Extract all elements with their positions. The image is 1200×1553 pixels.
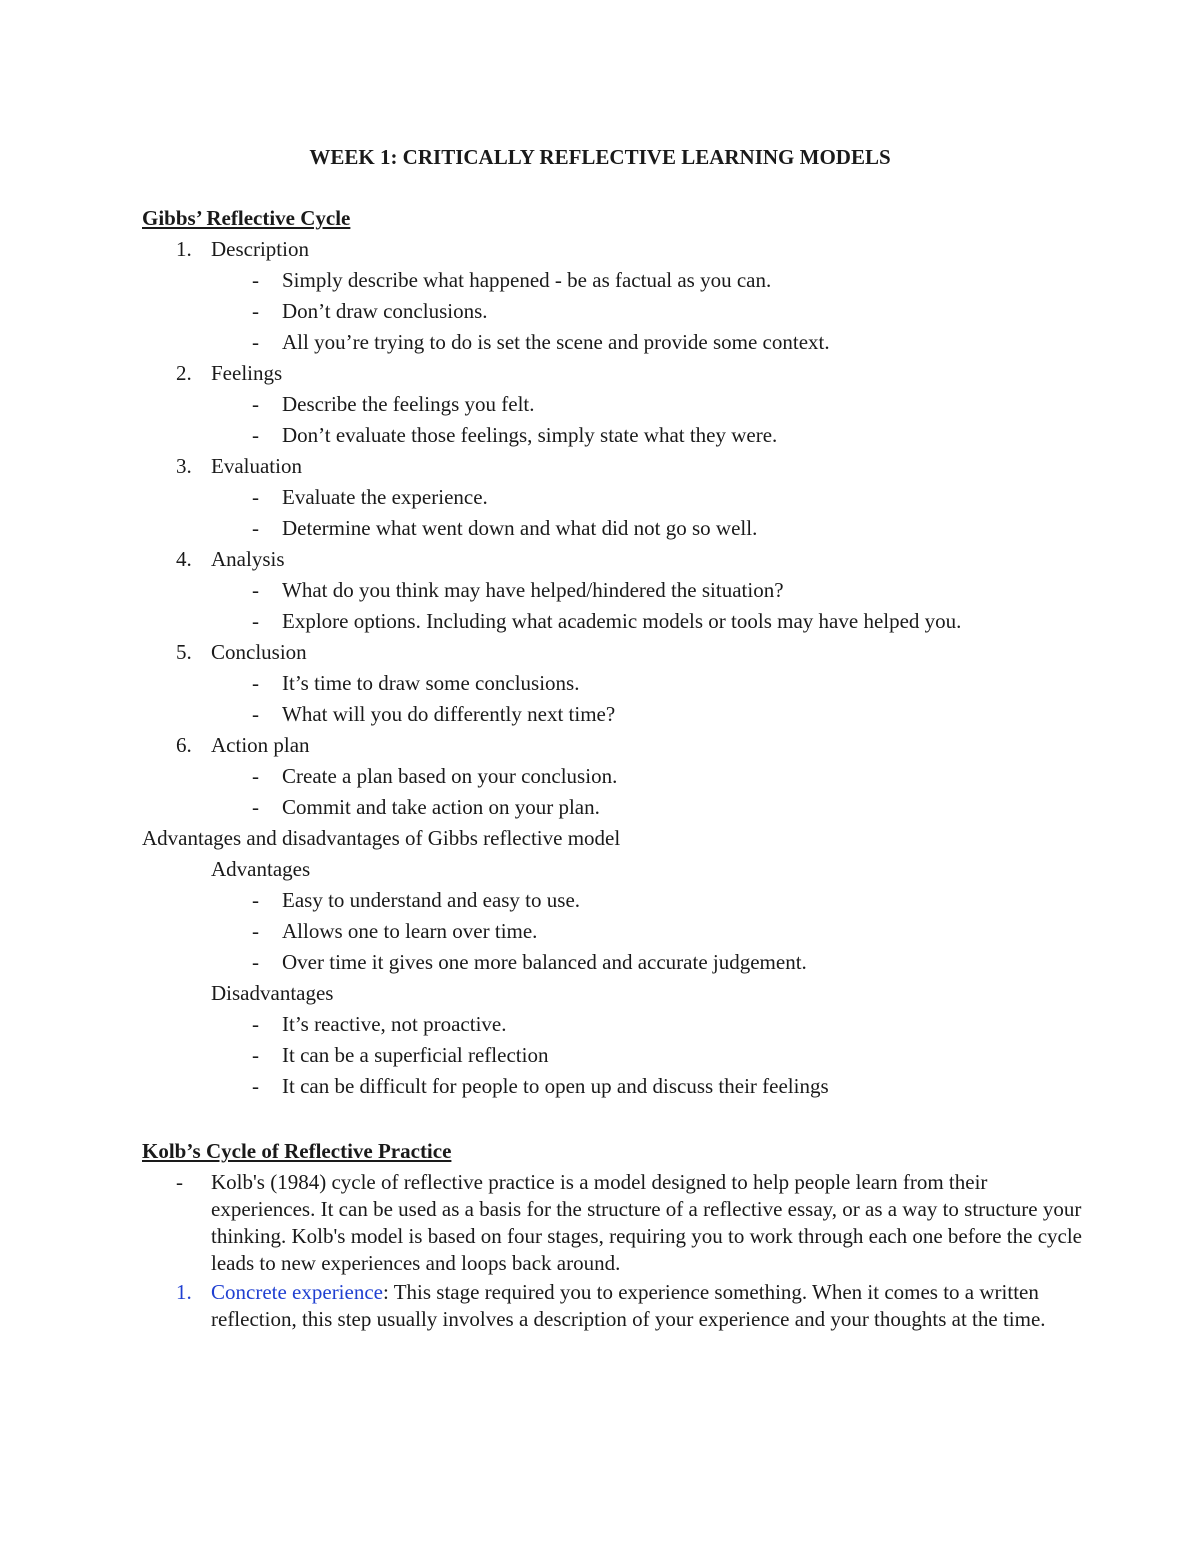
dash-list-item (142, 606, 1082, 637)
dash-bullet: - (252, 268, 259, 292)
stage-label: Evaluation (211, 454, 302, 478)
page-title: WEEK 1: CRITICALLY REFLECTIVE LEARNING MODELS (309, 145, 891, 169)
list-item-text: Allows one to learn over time. (282, 919, 538, 943)
stage-number: 2. (176, 361, 192, 385)
dash-list-item (142, 389, 1082, 420)
dash-list-item (142, 420, 1082, 451)
list-item-text: What do you think may have helped/hindered the situation? (282, 578, 784, 602)
stage-item (142, 637, 1082, 668)
stage-label: Conclusion (211, 640, 307, 664)
dash-list-item (142, 761, 1082, 792)
stage-label: Action plan (211, 733, 310, 757)
stage-label: Analysis (211, 547, 285, 571)
list-item-text: It can be difficult for people to open up and discuss their feelings (282, 1074, 829, 1098)
dash-bullet: - (252, 299, 259, 323)
dash-bullet: - (252, 1043, 259, 1067)
stage-description: : This stage required you to experience something. When it comes to a written reflection, this step usually involves a description of your experience and your thoughts at the time. (211, 1280, 1046, 1331)
dash-list-item (142, 1040, 1082, 1071)
dash-bullet: - (252, 392, 259, 416)
list-item-text: Easy to understand and easy to use. (282, 888, 581, 912)
dash-list-item (142, 792, 1082, 823)
list-item-text: It’s reactive, not proactive. (282, 1012, 507, 1036)
list-item-text: What will you do differently next time? (282, 702, 616, 726)
kolb-intro-text: Kolb's (1984) cycle of reflective practice is a model designed to help people learn from their experiences. It can be used as a basis for the structure of a reflective essay, or as a way to structure your thinking. Kolb's model is based on four stages, requiring you to work through each one before the cycle leads to new experiences and loops back around. (211, 1170, 1082, 1275)
list-item-text: Evaluate the experience. (282, 485, 488, 509)
gibbs-section (142, 203, 1082, 1102)
list-item-text: Over time it gives one more balanced and accurate judgement. (282, 950, 807, 974)
list-item-text: Don’t draw conclusions. (282, 299, 488, 323)
dash-list-item (142, 327, 1082, 358)
stage-number: 3. (176, 454, 192, 478)
stage-item (142, 730, 1082, 761)
dash-list-item (142, 265, 1082, 296)
disadvantages-list (142, 1009, 1082, 1102)
dash-bullet: - (252, 919, 259, 943)
list-item-text: Simply describe what happened - be as factual as you can. (282, 268, 772, 292)
dash-bullet: - (252, 950, 259, 974)
stage-number: 1. (176, 237, 192, 261)
dash-bullet: - (252, 516, 259, 540)
dash-list-item (142, 668, 1082, 699)
stage-item (142, 544, 1082, 575)
gibbs-stage-list (142, 234, 1082, 823)
dash-bullet: - (252, 671, 259, 695)
advantages-label: Advantages (211, 857, 311, 881)
dash-list-item (142, 575, 1082, 606)
kolb-stage-1 (142, 1279, 1082, 1333)
list-item-text: Commit and take action on your plan. (282, 795, 600, 819)
stage-number: 5. (176, 640, 192, 664)
dash-list-item (142, 1009, 1082, 1040)
stage-label: Description (211, 237, 309, 261)
list-item-text: Don’t evaluate those feelings, simply state what they were. (282, 423, 778, 447)
dash-bullet: - (176, 1170, 183, 1194)
list-item-text: Create a plan based on your conclusion. (282, 764, 618, 788)
dash-bullet: - (252, 1012, 259, 1036)
list-item-text: All you’re trying to do is set the scene and provide some context. (282, 330, 830, 354)
dash-list-item (142, 513, 1082, 544)
list-item-text: It can be a superficial reflection (282, 1043, 549, 1067)
dash-bullet: - (252, 609, 259, 633)
list-item-text: Explore options. Including what academic models or tools may have helped you. (282, 609, 962, 633)
list-item-text: Determine what went down and what did not go so well. (282, 516, 758, 540)
pros-cons-heading: Advantages and disadvantages of Gibbs reflective model (142, 826, 621, 850)
list-item-text: It’s time to draw some conclusions. (282, 671, 580, 695)
advantages-list (142, 885, 1082, 978)
dash-bullet: - (252, 330, 259, 354)
gibbs-heading: Gibbs’ Reflective Cycle (142, 206, 351, 230)
stage-item (142, 451, 1082, 482)
disadvantages-label: Disadvantages (211, 981, 334, 1005)
dash-bullet: - (252, 423, 259, 447)
dash-list-item (142, 885, 1082, 916)
dash-bullet: - (252, 485, 259, 509)
stage-label: Feelings (211, 361, 283, 385)
dash-bullet: - (252, 888, 259, 912)
dash-bullet: - (252, 764, 259, 788)
stage-item (142, 234, 1082, 265)
dash-list-item (142, 916, 1082, 947)
stage-term: Concrete experience (211, 1280, 383, 1304)
kolb-intro (142, 1169, 1082, 1277)
stage-number: 6. (176, 733, 192, 757)
dash-list-item (142, 947, 1082, 978)
stage-item (142, 358, 1082, 389)
dash-bullet: - (252, 702, 259, 726)
dash-list-item (142, 296, 1082, 327)
dash-bullet: - (252, 578, 259, 602)
list-item-text: Describe the feelings you felt. (282, 392, 535, 416)
dash-bullet: - (252, 1074, 259, 1098)
stage-number: 4. (176, 547, 192, 571)
kolb-section (142, 1136, 1082, 1333)
dash-bullet: - (252, 795, 259, 819)
stage-number: 1. (176, 1280, 192, 1304)
dash-list-item (142, 1071, 1082, 1102)
kolb-heading: Kolb’s Cycle of Reflective Practice (142, 1139, 452, 1163)
dash-list-item (142, 699, 1082, 730)
dash-list-item (142, 482, 1082, 513)
